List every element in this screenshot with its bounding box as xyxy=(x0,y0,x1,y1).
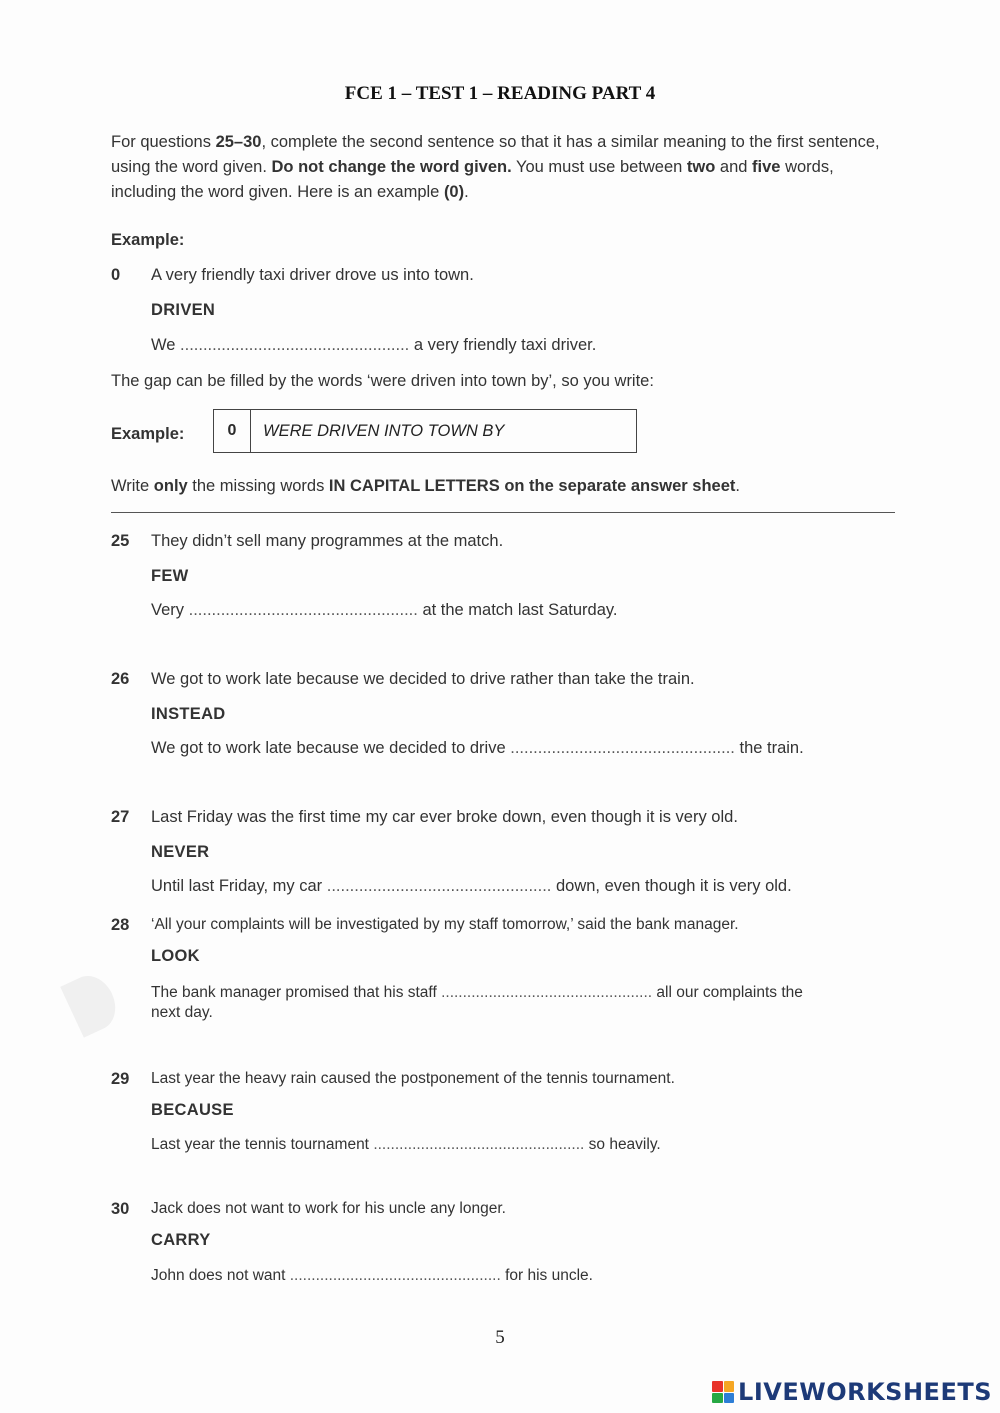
watermark-shape xyxy=(60,968,124,1037)
question-sentence: They didn’t sell many programmes at the match. xyxy=(151,532,504,550)
question-transform: Very .................................................. at the match last Saturday. xyxy=(151,601,618,619)
example-gap: .................................................. xyxy=(180,336,410,354)
question-keyword: LOOK xyxy=(151,947,200,965)
question-transform: Last year the tennis tournament ................................................. so heavily. xyxy=(151,1136,661,1153)
answer-gap[interactable]: ................................................. xyxy=(326,877,552,895)
example-sentence: A very friendly taxi driver drove us into town. xyxy=(151,266,474,284)
question-transform: John does not want ................................................. for his uncle. xyxy=(151,1267,593,1284)
question-transform: Until last Friday, my car ................................................. down, even though it is very old. xyxy=(151,877,792,895)
write-note: Write only the missing words IN CAPITAL LETTERS on the separate answer sheet. xyxy=(111,477,740,495)
question-number: 27 xyxy=(111,808,130,826)
question-sentence: Last year the heavy rain caused the postponement of the tennis tournament. xyxy=(151,1070,675,1087)
question-number: 29 xyxy=(111,1070,130,1088)
question-keyword: BECAUSE xyxy=(151,1101,234,1119)
answer-gap[interactable]: ................................................. xyxy=(441,984,653,1001)
question-sentence: We got to work late because we decided to drive rather than take the train. xyxy=(151,670,695,688)
question-transform-continued: next day. xyxy=(151,1004,213,1021)
example-explanation: The gap can be filled by the words ‘were driven into town by’, so you write: xyxy=(111,372,654,390)
question-number: 28 xyxy=(111,916,130,934)
example-transform: We .................................................. a very friendly taxi driver. xyxy=(151,336,597,354)
example-box-number: 0 xyxy=(214,410,251,452)
example-box-answer: WERE DRIVEN INTO TOWN BY xyxy=(263,421,505,440)
question-keyword: NEVER xyxy=(151,843,210,861)
example-box-label: Example: xyxy=(111,425,185,443)
instructions: For questions 25–30, complete the second sentence so that it has a similar meaning to the first sentence, using the word given. Do not change the word given. You must use between two and five words, including the word given. Here is an example (0). xyxy=(111,133,880,201)
example-number: 0 xyxy=(111,266,121,284)
answer-gap[interactable]: .................................................. xyxy=(188,601,418,619)
answer-gap[interactable]: ................................................. xyxy=(289,1267,501,1284)
page-title: FCE 1 – TEST 1 – READING PART 4 xyxy=(344,83,656,104)
question-sentence: ‘All your complaints will be investigated by my staff tomorrow,’ said the bank manager. xyxy=(151,916,739,933)
question-keyword: INSTEAD xyxy=(151,705,226,723)
divider xyxy=(111,512,895,513)
question-transform: We got to work late because we decided to drive ................................................. the train. xyxy=(151,739,804,757)
question-number: 25 xyxy=(111,532,130,550)
example-answer-box xyxy=(213,409,637,453)
question-transform: The bank manager promised that his staff ................................................. all our complaints the xyxy=(151,984,803,1001)
answer-gap[interactable]: ................................................. xyxy=(510,739,735,757)
example-keyword: DRIVEN xyxy=(151,301,216,319)
question-sentence: Last Friday was the first time my car ever broke down, even though it is very old. xyxy=(151,808,738,826)
page-number: 5 xyxy=(495,1327,505,1348)
question-number: 30 xyxy=(111,1200,130,1218)
question-number: 26 xyxy=(111,670,130,688)
question-sentence: Jack does not want to work for his uncle any longer. xyxy=(151,1200,506,1217)
question-keyword: FEW xyxy=(151,567,189,585)
brand-logo[interactable] xyxy=(712,1378,992,1406)
brand-name: LIVEWORKSHEETS xyxy=(738,1378,992,1406)
question-keyword: CARRY xyxy=(151,1231,211,1249)
example-heading: Example: xyxy=(111,231,185,249)
answer-gap[interactable]: ................................................. xyxy=(373,1136,585,1153)
liveworksheets-logo-icon xyxy=(712,1381,734,1403)
